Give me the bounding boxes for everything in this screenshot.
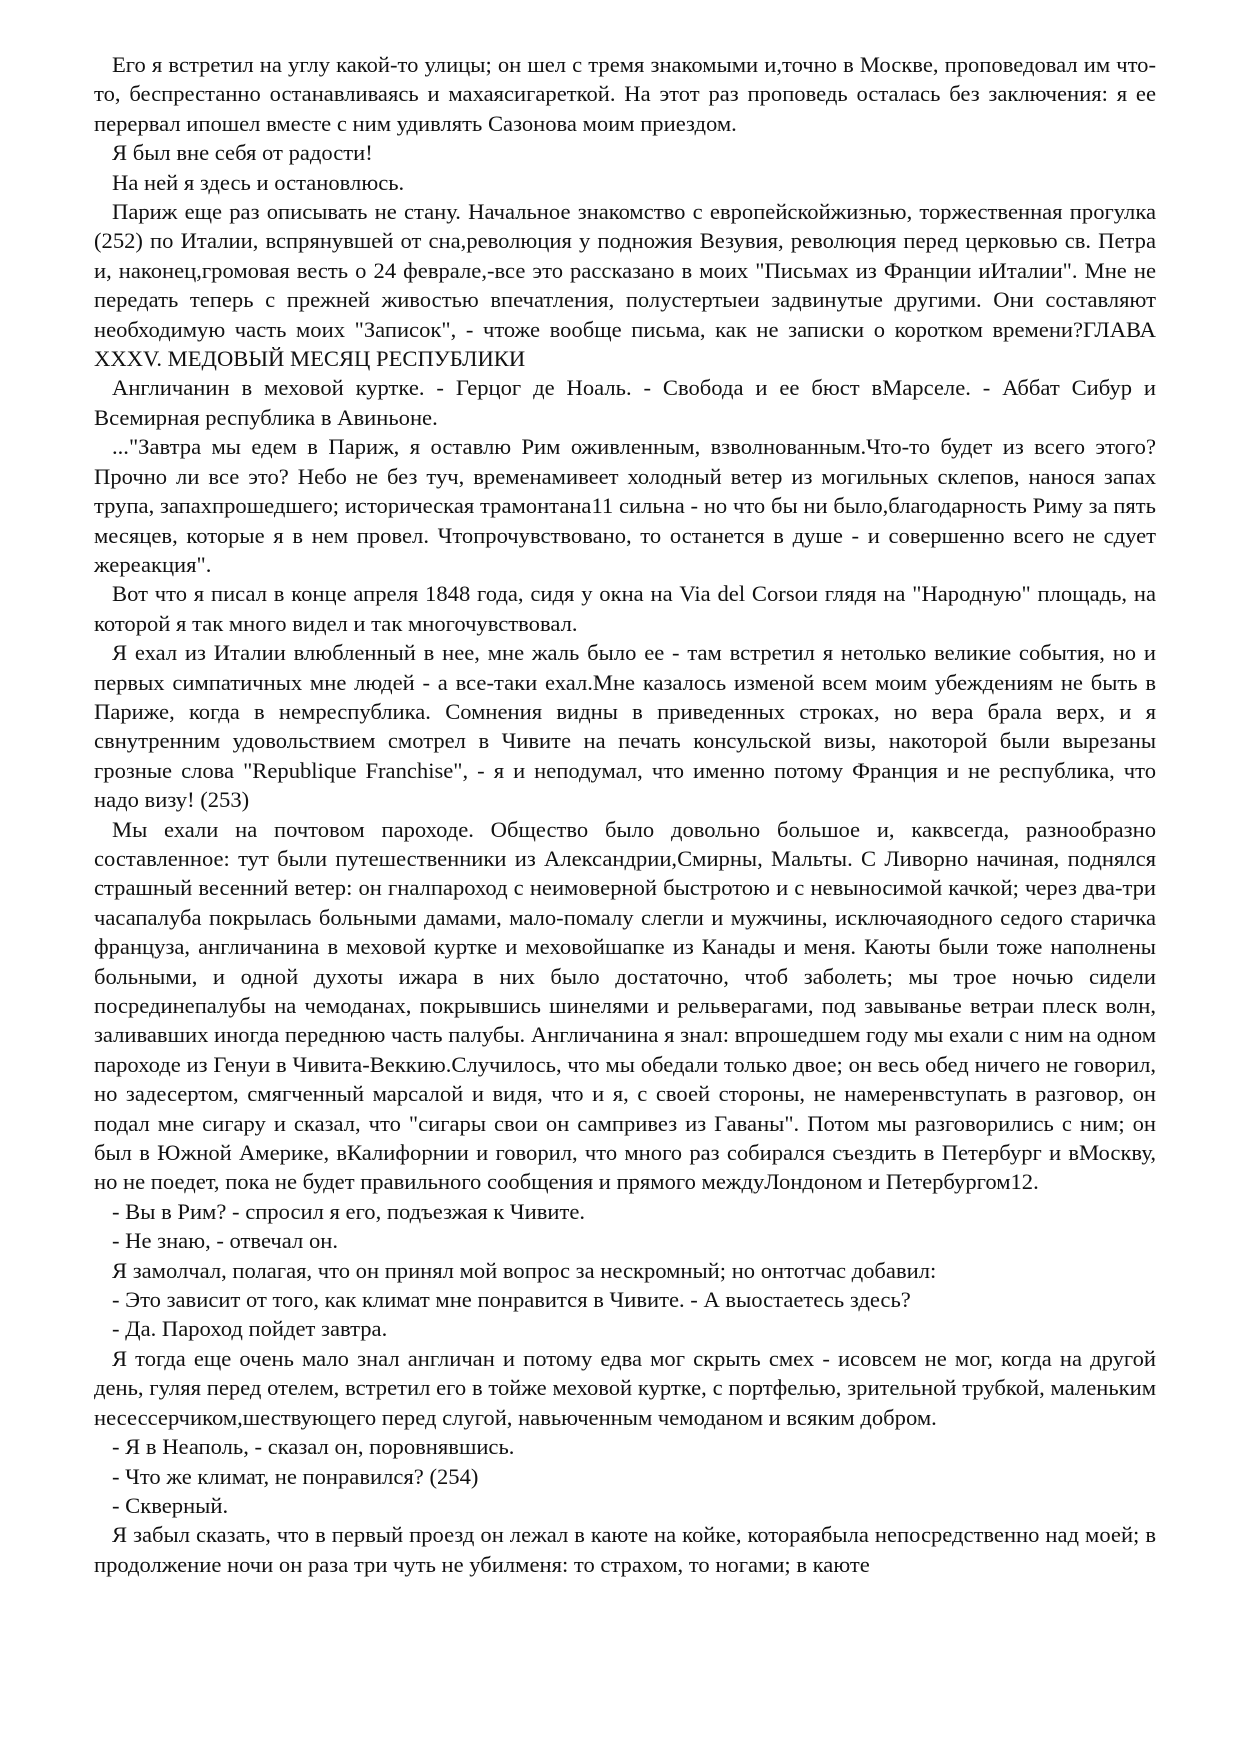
paragraph: - Это зависит от того, как климат мне понравится в Чивите. - А выостаетесь здесь? [112,1287,911,1313]
paragraph: Я забыл сказать, что в первый проезд он лежал в каюте на койке, котораябыла непосредственно над моей; в продолжение ночи он раза три чуть не убилменя: то страхом, то ногами; в каюте [94,1522,1156,1577]
paragraph: - Вы в Рим? - спросил я его, подъезжая к Чивите. [112,1198,586,1224]
paragraph: Я тогда еще очень мало знал англичан и потому едва мог скрыть смех - исовсем не мог, когда на другой день, гуляя перед отелем, встретил его в тойже меховой куртке, с портфелью, зрительной трубкой, маленьким несессерчиком,шествующего перед слугой, навьюченным чемоданом и всяким добром. [94,1345,1156,1430]
paragraph: На ней я здесь и остановлюсь. [112,169,405,195]
paragraph: Я ехал из Италии влюбленный в нее, мне жаль было ее - там встретил я нетолько великие события, но и первых симпатичных мне людей - а все-таки ехал.Мне казалось изменой всем моим убеждениям не быть в Париже, когда в немреспублика. Сомнения видны в приведенных строках, но вера брала верх, и я свнутренним удовольствием смотрел в Чивите на печать консульской визы, накоторой были вырезаны грозные слова "Republique Franchise", - я и неподумал, что именно потому Франция и не республика, что надо визу! (253) [94,640,1156,813]
paragraph: Вот что я писал в конце апреля 1848 года, сидя у окна на Via del Corsoи глядя на "Народную" площадь, на которой я так много видел и так многочувствовал. [94,581,1156,636]
paragraph: Его я встретил на углу какой-то улицы; он шел с тремя знакомыми и,точно в Москве, проповедовал им что-то, беспрестанно останавливаясь и махаясигареткой. На этот раз проповедь осталась без заключения: я ее перервал ипошел вместе с ним удивлять Сазонова моим приездом. [94,52,1156,136]
paragraph: - Скверный. [112,1492,229,1518]
paragraph: Я был вне себя от радости! [112,140,373,166]
paragraph: Англичанин в меховой куртке. - Герцог де Ноаль. - Свобода и ее бюст вМарселе. - Аббат Сибур и Всемирная республика в Авиньоне. [94,375,1156,430]
paragraph: - Да. Пароход пойдет завтра. [112,1316,388,1342]
paragraph: - Не знаю, - отвечал он. [112,1228,338,1254]
document-page [94,50,1156,1579]
paragraph: - Что же климат, не понравился? (254) [112,1463,479,1489]
paragraph: Я замолчал, полагая, что он принял мой вопрос за нескромный; но онтотчас добавил: [112,1257,937,1283]
paragraph: ..."Завтра мы едем в Париж, я оставлю Рим оживленным, взволнованным.Что-то будет из всего этого? Прочно ли все это? Небо не без туч, временамивеет холодный ветер из могильных склепов, нанося запах трупа, запахпрошедшего; историческая трамонтана11 сильна - но что бы ни было,благодарность Риму за пять месяцев, которые я в нем провел. Чтопрочувствовано, то останется в душе - и совершенно всего не сдует жереакция". [94,434,1156,577]
paragraph: Париж еще раз описывать не стану. Начальное знакомство с европейскойжизнью, торжественная прогулка (252) по Италии, вспрянувшей от сна,революция у подножия Везувия, революция перед церковью св. Петра и, наконец,громовая весть о 24 феврале,-все это рассказано в моих "Письмах из Франции иИталии". Мне не передать теперь с прежней живостью впечатления, полустертыеи задвинутые другими. Они составляют необходимую часть моих "Записок", - чтоже вообще письма, как не записки о коротком времени?ГЛАВА XXXV. МЕДОВЫЙ МЕСЯЦ РЕСПУБЛИКИ [94,199,1156,372]
paragraph: - Я в Неаполь, - сказал он, поровнявшись. [112,1434,515,1460]
paragraph: Мы ехали на почтовом пароходе. Общество было довольно большое и, каквсегда, разнообразно составленное: тут были путешественники из Александрии,Смирны, Мальты. С Ливорно начиная, поднялся страшный весенний ветер: он гналпароход с неимоверной быстротою и с невыносимой качкой; через два-три часапалуба покрылась больными дамами, мало-помалу слегли и мужчины, исключаяодного седого старичка француза, англичанина в меховой куртке и меховойшапке из Канады и меня. Каюты были тоже наполнены больными, и одной духоты ижара в них было достаточно, чтоб заболеть; мы трое ночью сидели посрединепалубы на чемоданах, покрывшись шинелями и рельверагами, под завыванье ветраи плеск волн, заливавших иногда переднюю часть палубы. Англичанина я знал: впрошедшем году мы ехали с ним на одном пароходе из Генуи в Чивита-Веккию.Случилось, что мы обедали только двое; он весь обед ничего не говорил, но задесертом, смягченный марсалой и видя, что и я, с своей стороны, не намеренвступать в разговор, он подал мне сигару и сказал, что "сигары свои он сампривез из Гаваны". Потом мы разговорились с ним; он был в Южной Америке, вКалифорнии и говорил, что много раз собирался съездить в Петербург и вМоскву, но не поедет, пока не будет правильного сообщения и прямого междуЛондоном и Петербургом12. [94,816,1156,1195]
